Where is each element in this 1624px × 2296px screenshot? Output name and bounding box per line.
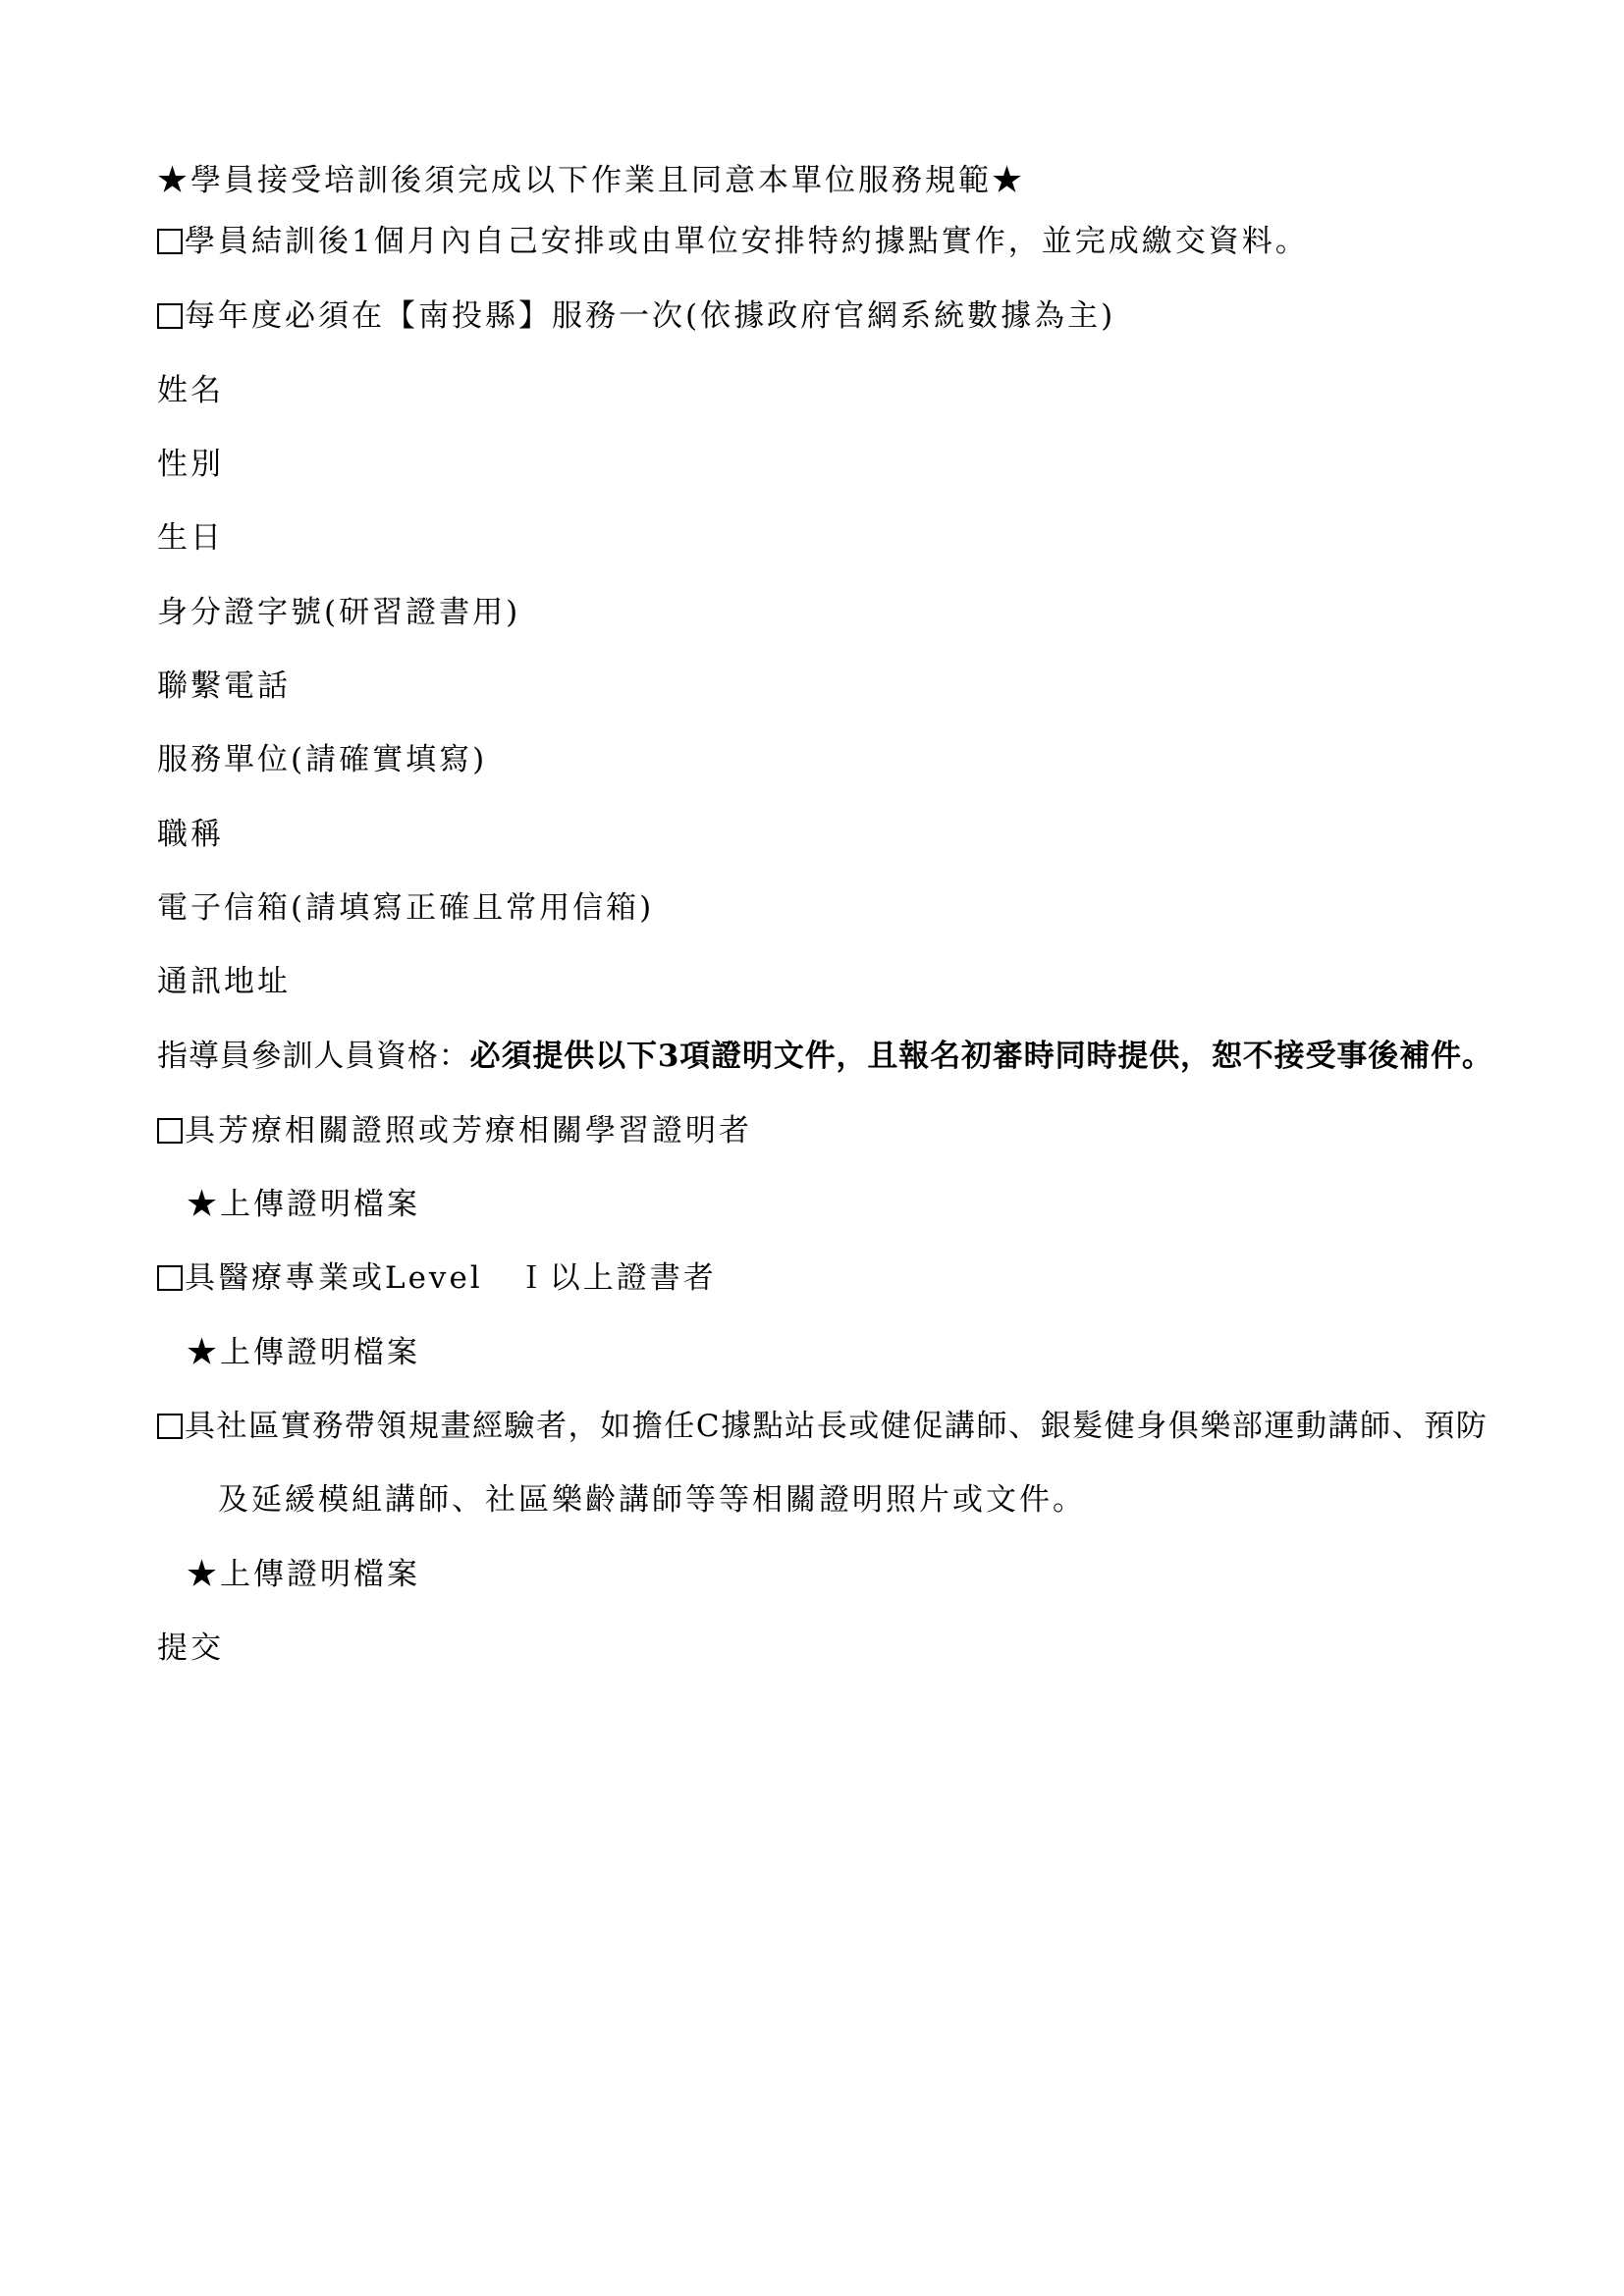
qualification-option-1[interactable] bbox=[157, 1111, 752, 1150]
qualification-option-label: 具醫療專業或Level Ｉ以上證書者 bbox=[185, 1260, 717, 1296]
field-address-label: 通訊地址 bbox=[157, 964, 291, 999]
qualification-option-3[interactable] bbox=[157, 1407, 1488, 1446]
checkbox[interactable] bbox=[157, 303, 183, 329]
field-gender-label: 性別 bbox=[157, 447, 224, 482]
field-birthday-label: 生日 bbox=[157, 520, 224, 556]
qualification-option-2[interactable] bbox=[157, 1258, 717, 1298]
field-phone-label: 聯繫電話 bbox=[157, 668, 291, 704]
checkbox[interactable] bbox=[157, 1118, 183, 1144]
qualification-option-label: 具芳療相關證照或芳療相關學習證明者 bbox=[185, 1113, 752, 1148]
qualification-heading bbox=[157, 1037, 1493, 1076]
field-employer-label: 服務單位(請確實填寫) bbox=[157, 742, 488, 777]
commitment-item-label: 學員結訓後1個月內自己安排或由單位安排特約據點實作，並完成繳交資料。 bbox=[185, 224, 1309, 259]
commitment-item-label: 每年度必須在【南投縣】服務一次(依據政府官網系統數據為主) bbox=[185, 298, 1116, 334]
upload-proof-button-1[interactable]: ★上傳證明檔案 bbox=[187, 1187, 420, 1222]
field-name-label: 姓名 bbox=[157, 373, 224, 408]
qualification-option-3-continued: 及延緩模組講師、社區樂齡講師等等相關證明照片或文件。 bbox=[218, 1482, 1086, 1518]
upload-proof-button-3[interactable]: ★上傳證明檔案 bbox=[187, 1557, 420, 1592]
commitment-item-2[interactable] bbox=[157, 296, 1115, 336]
upload-proof-button-2[interactable]: ★上傳證明檔案 bbox=[187, 1335, 420, 1370]
field-id-number-label: 身分證字號(研習證書用) bbox=[157, 595, 521, 630]
qualification-intro: 指導員參訓人員資格： bbox=[157, 1039, 470, 1074]
field-job-title-label: 職稱 bbox=[157, 817, 224, 852]
commitment-item-1[interactable] bbox=[157, 222, 1309, 261]
checkbox[interactable] bbox=[157, 1414, 183, 1439]
commitment-title: ★學員接受培訓後須完成以下作業且同意本單位服務規範★ bbox=[157, 163, 1025, 198]
qualification-notice: 必須提供以下3項證明文件，且報名初審時同時提供，恕不接受事後補件。 bbox=[469, 1039, 1493, 1074]
checkbox[interactable] bbox=[157, 1265, 183, 1291]
submit-button[interactable]: 提交 bbox=[157, 1630, 224, 1666]
qualification-option-label: 具社區實務帶領規畫經驗者，如擔任C據點站長或健促講師、銀髮健身俱樂部運動講師、預防 bbox=[185, 1409, 1489, 1444]
checkbox[interactable] bbox=[157, 229, 183, 254]
field-email-label: 電子信箱(請填寫正確且常用信箱) bbox=[157, 890, 655, 926]
